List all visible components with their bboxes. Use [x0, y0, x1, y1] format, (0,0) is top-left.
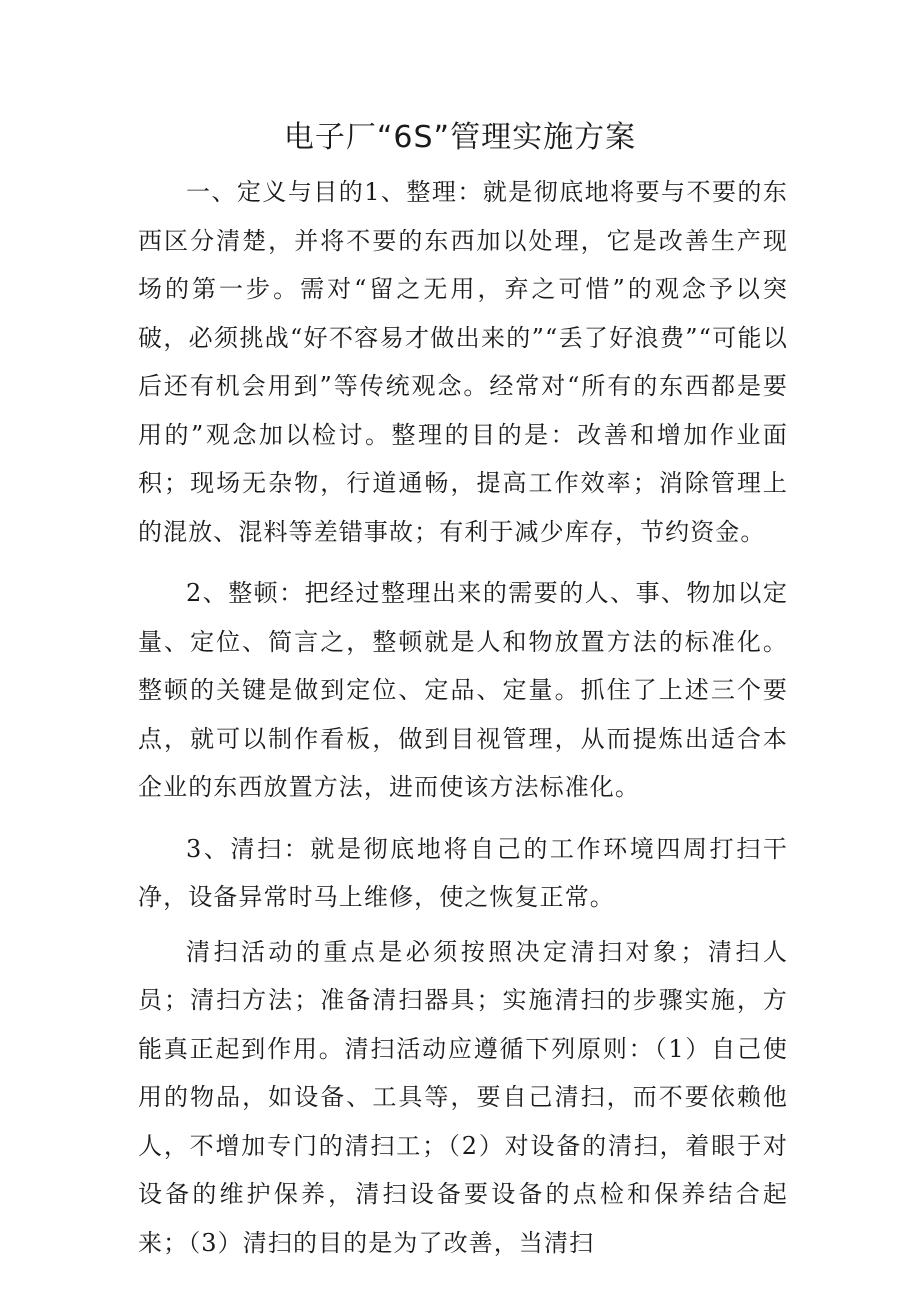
paragraph-shine: 3、清扫：就是彻底地将自己的工作环境四周打扫干净，设备异常时马上维修，使之恢复正常。 — [138, 834, 788, 911]
document-title: 电子厂“6S”管理实施方案 — [283, 120, 637, 155]
paragraph-sort: 一、定义与目的1、整理：就是彻底地将要与不要的东西区分清楚，并将不要的东西加以处理，它是改善生产现场的第一步。需对“留之无用，弃之可惜”的观念予以突破，必须挑战“好不容易才做出来的”“丢了好浪费”“可能以后还有机会用到”等传统观念。经常对“所有的东西都是要用的”观念加以检讨。整理的目的是：改善和增加作业面积；现场无杂物，行道通畅，提高工作效率；消除管理上的混放、混料等差错事故；有利于减少库存，节约资金。 — [138, 178, 788, 546]
document-body — [138, 168, 788, 1280]
paragraph-set-in-order: 2、整顿：把经过整理出来的需要的人、事、物加以定量、定位、简言之，整顿就是人和物放置方法的标准化。整顿的关键是做到定位、定品、定量。抓住了上述三个要点，就可以制作看板，做到目视管理，从而提炼出适合本企业的东西放置方法，进而使该方法标准化。 — [138, 579, 788, 801]
paragraph-shine-principles: 清扫活动的重点是必须按照决定清扫对象；清扫人员；清扫方法；准备清扫器具；实施清扫的步骤实施，方能真正起到作用。清扫活动应遵循下列原则：（1）自己使用的物品，如设备、工具等，要自己清扫，而不要依赖他人，不增加专门的清扫工；（2）对设备的清扫，着眼于对设备的维护保养，清扫设备要设备的点检和保养结合起来；（3）清扫的目的是为了改善，当清扫 — [138, 937, 788, 1257]
